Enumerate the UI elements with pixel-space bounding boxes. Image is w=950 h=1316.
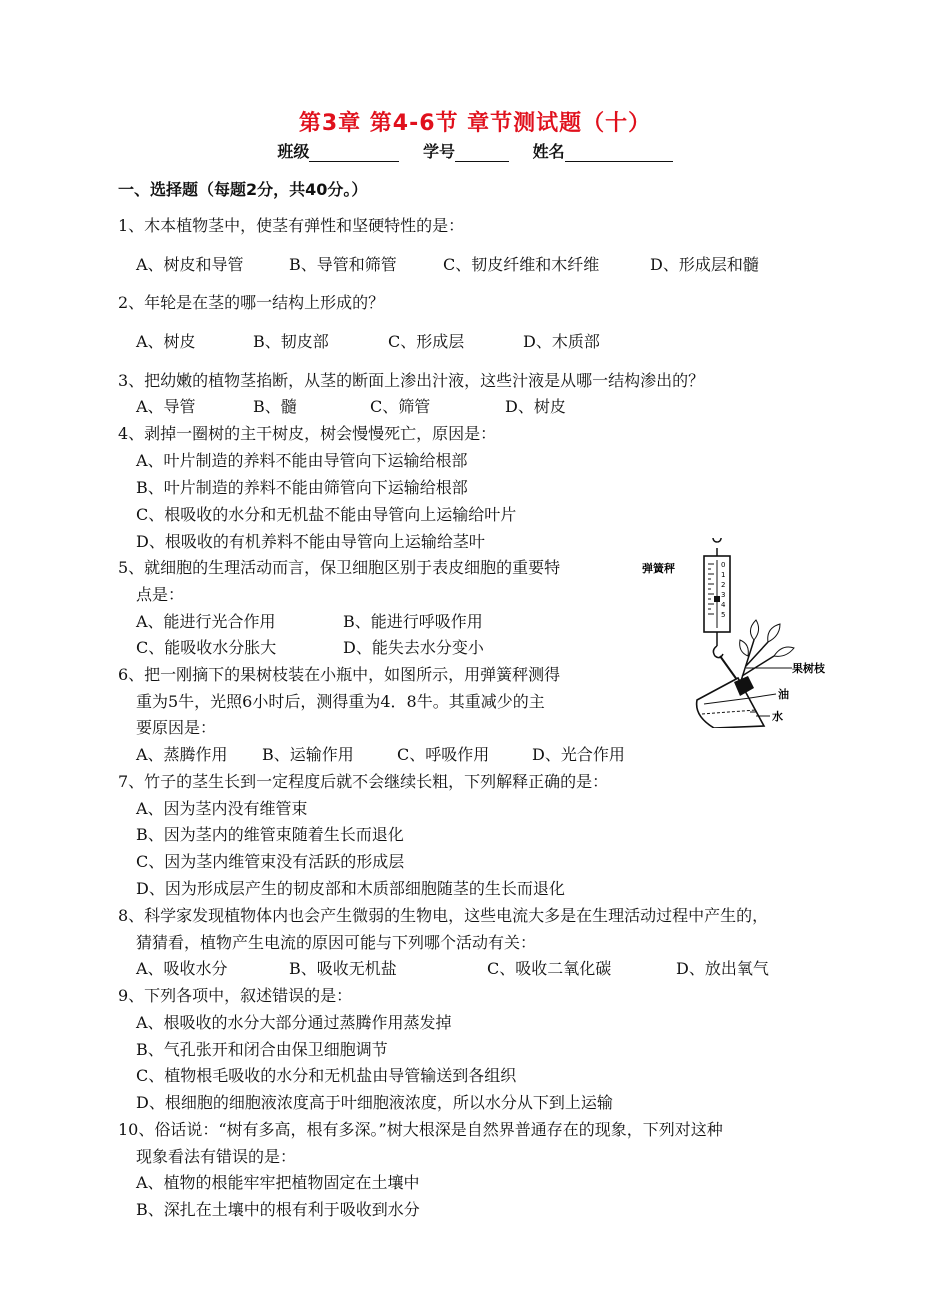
question-3-options: [136, 397, 566, 417]
option-a[interactable]: A、导管: [136, 397, 196, 416]
question-9-stem: 9、下列各项中，叙述错误的是：: [118, 986, 353, 1005]
id-label: 学号: [422, 142, 455, 161]
option-a[interactable]: A、植物的根能牢牢把植物固定在土壤中: [136, 1173, 420, 1192]
option-b[interactable]: B、运输作用: [262, 745, 354, 764]
option-d[interactable]: D、放出氧气: [676, 959, 769, 978]
option-c[interactable]: C、呼吸作用: [397, 745, 490, 764]
option-d[interactable]: D、能失去水分变小: [343, 638, 484, 657]
option-d[interactable]: D、根吸收的有机养料不能由导管向上运输给茎叶: [136, 532, 485, 551]
tick-label: 5: [721, 611, 726, 619]
option-c[interactable]: C、植物根毛吸收的水分和无机盐由导管输送到各组织: [136, 1066, 517, 1085]
label-spring-scale: 弹簧秤: [642, 562, 675, 575]
label-fruit-branch: 果树枝: [792, 662, 825, 675]
option-b[interactable]: B、导管和筛管: [289, 255, 397, 274]
question-6-stem-line-2: 重为5牛，光照6小时后，测得重为4．8牛。其重减少的主: [136, 692, 545, 711]
question-10-stem-line-1: 10、俗话说：“树有多高，根有多深。”树大根深是自然界普通存在的现象，下列对这种: [118, 1120, 723, 1139]
option-d[interactable]: D、形成层和髓: [650, 255, 759, 274]
question-6-stem-line-1: 6、把一刚摘下的果树枝装在小瓶中，如图所示，用弹簧秤测得: [118, 665, 561, 684]
option-d[interactable]: D、树皮: [505, 397, 566, 416]
option-b[interactable]: B、气孔张开和闭合由保卫细胞调节: [136, 1040, 388, 1059]
option-d[interactable]: D、因为形成层产生的韧皮部和木质部细胞随茎的生长而退化: [136, 879, 565, 898]
student-info-line: [0, 139, 950, 162]
page-title: 第3章 第4-6节 章节测试题（十）: [298, 111, 652, 136]
id-blank[interactable]: [455, 145, 509, 162]
option-d[interactable]: D、根细胞的细胞液浓度高于叶细胞液浓度，所以水分从下到上运输: [136, 1093, 613, 1112]
option-b[interactable]: B、能进行呼吸作用: [343, 612, 483, 631]
leaf: [768, 624, 780, 642]
class-blank[interactable]: [309, 145, 399, 162]
name-label: 姓名: [532, 142, 565, 161]
leaf: [774, 647, 794, 656]
option-a[interactable]: A、叶片制造的养料不能由导管向下运输给根部: [136, 451, 468, 470]
option-b[interactable]: B、吸收无机盐: [289, 959, 397, 978]
question-2-stem: 2、年轮是在茎的哪一结构上形成的？: [118, 293, 385, 312]
question-6-stem-line-3: 要原因是：: [136, 718, 217, 737]
question-5-options-row-2: [136, 638, 484, 658]
option-c[interactable]: C、形成层: [388, 332, 465, 351]
option-c[interactable]: C、吸收二氧化碳: [487, 959, 612, 978]
option-b[interactable]: B、韧皮部: [253, 332, 329, 351]
scale-pointer: [714, 596, 720, 602]
option-c[interactable]: C、韧皮纤维和木纤维: [443, 255, 600, 274]
option-c[interactable]: C、根吸收的水分和无机盐不能由导管向上运输给叶片: [136, 505, 517, 524]
name-blank[interactable]: [565, 145, 673, 162]
option-b[interactable]: B、髓: [253, 397, 297, 416]
oil-pointer: [750, 694, 776, 698]
question-4-stem: 4、剥掉一圈树的主干树皮，树会慢慢死亡，原因是：: [118, 424, 497, 443]
bottle: [697, 678, 764, 728]
option-a[interactable]: A、树皮和导管: [136, 255, 244, 274]
leaf: [740, 640, 749, 656]
option-a[interactable]: A、树皮: [136, 332, 196, 351]
question-8-stem-line-1: 8、科学家发现植物体内也会产生微弱的生物电，这些电流大多是在生理活动过程中产生的，: [118, 906, 769, 925]
question-3-stem: 3、把幼嫩的植物茎掐断，从茎的断面上渗出汁液，这些汁液是从哪一结构渗出的？: [118, 371, 705, 390]
option-a[interactable]: A、吸收水分: [136, 959, 228, 978]
question-5-options-row-1: [136, 612, 483, 632]
option-a[interactable]: A、蒸腾作用: [136, 745, 228, 764]
option-a[interactable]: A、能进行光合作用: [136, 612, 276, 631]
option-b[interactable]: B、因为茎内的维管束随着生长而退化: [136, 825, 404, 844]
leaf: [750, 620, 758, 640]
top-ring: [713, 538, 721, 542]
option-c[interactable]: C、筛管: [370, 397, 431, 416]
spring-scale-figure: [642, 538, 832, 728]
option-c[interactable]: C、能吸收水分胀大: [136, 638, 277, 657]
tick-label: 0: [721, 561, 726, 569]
question-7-stem: 7、竹子的茎生长到一定程度后就不会继续长粗，下列解释正确的是：: [118, 772, 609, 791]
option-b[interactable]: B、深扎在土壤中的根有利于吸收到水分: [136, 1200, 420, 1219]
question-1-stem: 1、木本植物茎中，使茎有弹性和坚硬特性的是：: [118, 216, 465, 235]
question-1-options: [136, 255, 759, 275]
option-a[interactable]: A、因为茎内没有维管束: [136, 799, 308, 818]
option-d[interactable]: D、木质部: [523, 332, 600, 351]
class-label: 班级: [277, 142, 310, 161]
tick-label: 4: [721, 601, 726, 609]
tick-label: 1: [721, 571, 726, 579]
option-c[interactable]: C、因为茎内维管束没有活跃的形成层: [136, 852, 405, 871]
tick-label: 3: [721, 591, 726, 599]
section-heading: 一、选择题（每题2分，共40分。）: [118, 180, 368, 199]
tick-label: 2: [721, 581, 726, 589]
question-2-options: [136, 332, 600, 352]
question-10-stem-line-2: 现象看法有错误的是：: [136, 1147, 297, 1166]
hook: [713, 646, 723, 658]
question-5-stem-line-2: 点是：: [136, 585, 185, 604]
question-8-stem-line-2: 猜猜看，植物产生电流的原因可能与下列哪个活动有关：: [136, 933, 537, 952]
label-water: 水: [772, 710, 783, 723]
question-8-options: [136, 959, 769, 979]
option-a[interactable]: A、根吸收的水分大部分通过蒸腾作用蒸发掉: [136, 1013, 452, 1032]
option-b[interactable]: B、叶片制造的养料不能由筛管向下运输给根部: [136, 478, 468, 497]
question-5-stem-line-1: 5、就细胞的生理活动而言，保卫细胞区别于表皮细胞的重要特: [118, 558, 561, 577]
option-d[interactable]: D、光合作用: [532, 745, 625, 764]
label-oil: 油: [778, 688, 789, 701]
question-6-options: [136, 745, 625, 765]
